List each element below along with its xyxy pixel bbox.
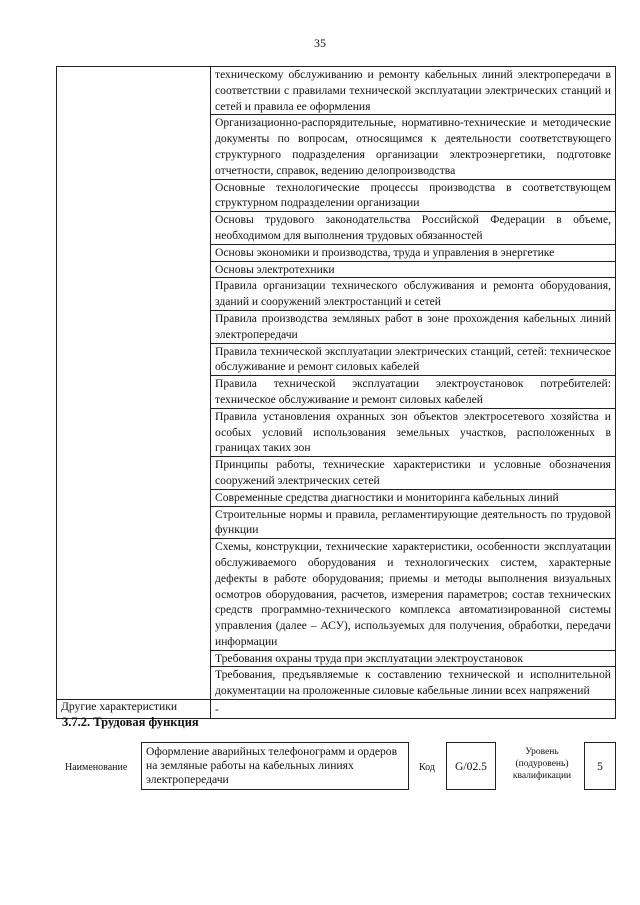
page-number: 35 (314, 36, 326, 50)
knowledge-item (211, 457, 616, 490)
knowledge-item (211, 650, 616, 667)
knowledge-item (211, 376, 616, 409)
knowledge-item-text: Основы экономики и производства, труда и управления в энергетике (215, 245, 555, 259)
knowledge-row (57, 67, 616, 115)
knowledge-item (211, 179, 616, 212)
knowledge-item (211, 667, 616, 700)
knowledge-item (211, 261, 616, 278)
other-characteristics-value (211, 700, 616, 719)
knowledge-item (211, 408, 616, 456)
knowledge-item (211, 212, 616, 245)
other-characteristics-label-text: Другие характеристики (61, 700, 178, 714)
function-code-box: G/02.5 (446, 742, 496, 790)
knowledge-item-text: Основные технологические процессы производства в соответствующем структурном подразделении организации (215, 180, 611, 210)
knowledge-item (211, 278, 616, 311)
knowledge-item-text: Основы трудового законодательства Российской Федерации в объеме, необходимом для выполнения трудовых обязанностей (215, 213, 611, 242)
knowledge-item (211, 343, 616, 376)
other-characteristics-value-text: - (215, 703, 219, 717)
knowledge-item (211, 539, 616, 651)
knowledge-item-text: Требования охраны труда при эксплуатации электроустановок (215, 651, 523, 665)
knowledge-item-text: Правила технической эксплуатации электрических станций, сетей: техническое обслуживание и ремонт силовых кабелей (215, 344, 611, 374)
name-label: Наименование (65, 762, 128, 773)
knowledge-label-cell (57, 67, 211, 700)
knowledge-item (211, 244, 616, 261)
qualification-level-label: Уровень (подуровень) квалификации (512, 747, 572, 781)
labor-function-row (56, 742, 616, 792)
knowledge-item (211, 115, 616, 179)
knowledge-table-body (57, 67, 616, 719)
knowledge-item (211, 310, 616, 343)
knowledge-item-text: Основы электротехники (215, 262, 335, 276)
knowledge-item (211, 506, 616, 539)
knowledge-item-text: Требования, предъявляемые к составлению технической и исполнительной документации на проложенные силовые кабельные линии всех напряжений (215, 668, 611, 698)
knowledge-item-text: Схемы, конструкции, технические характеристики, особенности эксплуатации обслуживаемого оборудования и технологических систем, характерные дефекты в работе оборудования; приемы и методы выполнения визуальных осмотров оборудования, расчетов, измерения параметров; состав технических средств программно-технического комплекса автоматизированной системы управления (далее – АСУ), используемых для получения, обработки, передачи информации (215, 540, 611, 648)
knowledge-item-text: Принципы работы, технические характеристики и условные обозначения сооружений электрических сетей (215, 458, 611, 487)
knowledge-item-text: Правила производства земляных работ в зоне прохождения кабельных линий электропередачи (215, 311, 611, 341)
function-name-box: Оформление аварийных телефонограмм и ордеров на земляные работы на кабельных линиях электропередачи (141, 742, 409, 790)
knowledge-item-text: Современные средства диагностики и мониторинга кабельных линий (215, 490, 559, 504)
qualification-level-box: 5 (584, 742, 616, 790)
knowledge-item-text: Правила технической эксплуатации электроустановок потребителей: техническое обслуживание и ремонт силовых кабелей (215, 377, 611, 406)
knowledge-item-text: Правила установления охранных зон объектов электросетевого хозяйства и особых условий использования земельных участков, расположенных в границах таких зон (215, 409, 611, 455)
knowledge-table (56, 66, 616, 719)
knowledge-item-text: Организационно-распорядительные, нормативно-технические и методические документы по вопросам, относящимся к деятельности соответствующего структурного подразделения организации электроэнергетики, подготовке отчетности, справок, ведению делопроизводства (215, 116, 611, 177)
code-label: Код (419, 762, 435, 773)
knowledge-item (211, 67, 616, 115)
section-heading: 3.7.2. Трудовая функция (62, 715, 199, 729)
knowledge-item-text: техническому обслуживанию и ремонту кабельных линий электропередачи в соответствии с правилами технической эксплуатации электрических станций и сетей и правила ее оформления (215, 68, 611, 113)
knowledge-item (211, 489, 616, 506)
knowledge-item-text: Правила организации технического обслуживания и ремонта оборудования, зданий и сооружений электростанций и сетей (215, 279, 611, 309)
knowledge-item-text: Строительные нормы и правила, регламентирующие деятельность по трудовой функции (215, 507, 611, 537)
